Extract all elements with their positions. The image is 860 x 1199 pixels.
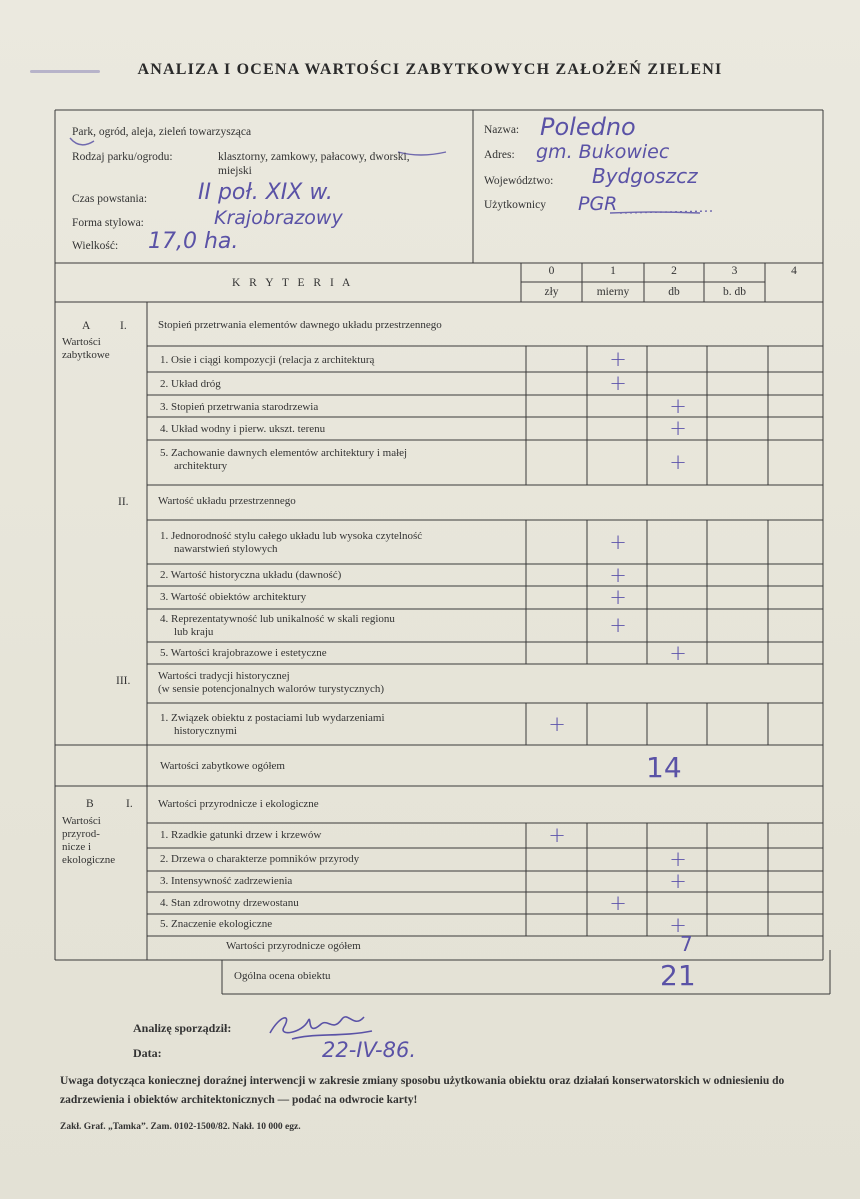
score-4: 4 [791, 265, 797, 277]
print-info: Zakł. Graf. „Tamka”. Zam. 0102-1500/82. Nakł. 10 000 egz. [60, 1122, 301, 1132]
criterion-a2-4-cont: lub kraju [174, 626, 214, 638]
grade-mark-a2-4: + [609, 613, 627, 637]
criterion-a3-1: 1. Związek obiektu z postaciami lub wydarzeniami [160, 712, 385, 724]
object-type-label: Park, ogród, aleja, zieleń towarzysząca [72, 126, 252, 138]
criterion-a1-1: 1. Osie i ciągi kompozycji (relacja z architekturą [160, 354, 375, 366]
score-0: 0 [548, 265, 555, 277]
park-kind-label: Rodzaj parku/ogrodu: [72, 151, 173, 163]
users-label: Użytkownicy [484, 199, 546, 211]
grade-mark-a1-2: + [609, 371, 627, 395]
address-value: gm. Bukowiec [536, 141, 670, 163]
style-form-value: Krajobrazowy [214, 207, 343, 229]
criterion-a2-1-cont: nawarstwień stylowych [174, 543, 278, 555]
grade-mark-a2-2: + [609, 563, 627, 587]
criterion-a1-5-cont: architektury [174, 460, 228, 472]
criterion-b1-4: 4. Stan zdrowotny drzewostanu [160, 897, 299, 909]
overall-rating-value: 21 [660, 959, 696, 992]
criterion-a2-2: 2. Wartość historyczna układu (dawność) [160, 569, 342, 581]
section-a-name: Wartości [62, 336, 101, 348]
section-a-total-label: Wartości zabytkowe ogółem [160, 760, 285, 772]
group-3-roman: III. [116, 675, 131, 687]
grade-mark-a2-1: + [609, 530, 627, 554]
criterion-a2-1: 1. Jednorodność stylu całego układu lub wysoka czytelność [160, 530, 423, 542]
voivodeship-label: Województwo: [484, 175, 554, 187]
section-b-name-3: nicze i [62, 841, 92, 853]
criterion-b1-3: 3. Intensywność zadrzewienia [160, 875, 293, 887]
form-title: ANALIZA I OCENA WARTOŚCI ZABYTKOWYCH ZAŁOŻEŃ ZIELENI [137, 61, 723, 78]
creation-date-value: II poł. XIX w. [198, 180, 333, 205]
section-b-total-label: Wartości przyrodnicze ogółem [226, 940, 361, 952]
voivodeship-value: Bydgoszcz [592, 164, 698, 188]
criterion-a2-5: 5. Wartości krajobrazowe i estetyczne [160, 647, 327, 659]
grade-mark-a2-5: + [669, 641, 687, 665]
criterion-b1-2: 2. Drzewa o charakterze pomników przyrody [160, 853, 360, 865]
section-b-roman: I. [126, 798, 133, 810]
name-value: Poledno [540, 113, 636, 141]
score-2: 2 [671, 265, 677, 277]
style-form-label: Forma stylowa: [72, 217, 144, 229]
grade-mark-a1-1: + [609, 347, 627, 371]
creation-date-label: Czas powstania: [72, 193, 148, 205]
grade-mark-a2-3: + [609, 585, 627, 609]
prepared-by-label: Analizę sporządził: [133, 1021, 232, 1035]
section-a-letter: A [82, 320, 91, 332]
grade-mark-b1-1: + [548, 823, 566, 847]
criterion-a1-4: 4. Układ wodny i pierw. ukszt. terenu [160, 423, 326, 435]
section-a-total-value: 14 [646, 751, 682, 784]
date-value: 22-IV-86. [322, 1038, 417, 1062]
criterion-a1-2: 2. Układ dróg [160, 378, 221, 390]
section-b-letter: B [86, 798, 94, 810]
grade-0: zły [544, 286, 559, 298]
group-3-title: Wartości tradycji historycznej [158, 670, 290, 682]
date-label: Data: [133, 1046, 162, 1060]
grade-mark-a1-5: + [669, 450, 687, 474]
address-label: Adres: [484, 149, 515, 161]
park-kind-options-2: miejski [218, 165, 252, 177]
park-kind-options: klasztorny, zamkowy, pałacowy, dworski, [218, 151, 410, 163]
grade-3: b. db [723, 286, 746, 298]
overall-rating-label: Ogólna ocena obiektu [234, 970, 331, 982]
criterion-a2-4: 4. Reprezentatywność lub unikalność w skali regionu [160, 613, 395, 625]
criteria-title: K R Y T E R I A [232, 277, 354, 289]
size-value: 17,0 ha. [148, 229, 239, 254]
group-1-title: Stopień przetrwania elementów dawnego układu przestrzennego [158, 319, 442, 331]
criterion-a1-3: 3. Stopień przetrwania starodrzewia [160, 401, 319, 413]
score-1: 1 [610, 265, 616, 277]
group-2-roman: II. [118, 496, 129, 508]
grade-mark-b1-2: + [669, 847, 687, 871]
criterion-a3-1-cont: historycznymi [174, 725, 237, 737]
name-label: Nazwa: [484, 124, 520, 136]
criterion-b1-1: 1. Rzadkie gatunki drzew i krzewów [160, 829, 322, 841]
section-a-name-2: zabytkowe [62, 349, 110, 361]
grade-mark-a1-4: + [669, 416, 687, 440]
grade-1: mierny [596, 286, 630, 298]
section-b-group-title: Wartości przyrodnicze i ekologiczne [158, 798, 319, 810]
grade-mark-b1-3: + [669, 869, 687, 893]
size-label: Wielkość: [72, 240, 119, 252]
section-b-name-4: ekologiczne [62, 854, 116, 866]
criterion-a2-3: 3. Wartość obiektów architektury [160, 591, 307, 603]
intervention-note: Uwaga dotycząca koniecznej doraźnej interwencji w zakresie zmiany sposobu użytkowania obiektu oraz działań konserwatorskich w odniesieniu do zadrzewienia i obiektów architektonicznych — podać na odwrocie karty! [60, 1075, 785, 1106]
grade-2: db [668, 286, 680, 298]
section-b-name-2: przyrod- [62, 828, 100, 840]
section-a-roman: I. [120, 320, 127, 332]
group-3-title-2: (w sensie potencjonalnych walorów turystycznych) [158, 683, 385, 695]
users-value: PGR [578, 193, 618, 215]
section-b-total-value: 7 [680, 932, 693, 956]
score-3: 3 [731, 265, 738, 277]
grade-mark-a1-3: + [669, 394, 687, 418]
criterion-a1-5: 5. Zachowanie dawnych elementów architektury i małej [160, 447, 408, 459]
group-2-title: Wartość układu przestrzennego [158, 495, 296, 507]
grade-mark-b1-5: + [669, 913, 687, 937]
grade-mark-b1-4: + [609, 891, 627, 915]
section-b-name: Wartości [62, 815, 101, 827]
criterion-b1-5: 5. Znaczenie ekologiczne [160, 918, 273, 930]
grade-mark-a3-1: + [548, 712, 566, 736]
